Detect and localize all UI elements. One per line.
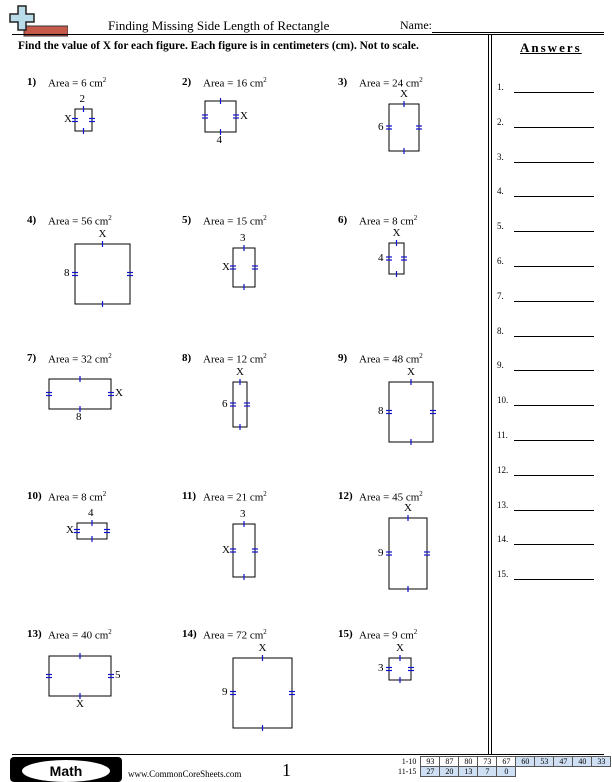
score-cell: 0 bbox=[497, 767, 516, 777]
problem-area: Area = 15 $cm^2$ bbox=[203, 214, 267, 228]
score-cell: 7 bbox=[478, 767, 497, 777]
answer-number: 9. bbox=[497, 360, 504, 371]
math-badge-label: Math bbox=[22, 760, 110, 782]
answer-number: 15. bbox=[497, 569, 509, 580]
side-label-bottom: X bbox=[76, 698, 84, 710]
score-cell: 67 bbox=[497, 757, 516, 767]
answer-number: 12. bbox=[497, 464, 509, 475]
problem-number: 12) bbox=[338, 490, 353, 502]
answer-number: 8. bbox=[497, 325, 504, 336]
score-table bbox=[396, 756, 611, 777]
side-label-top: X bbox=[236, 366, 244, 378]
score-cell: 80 bbox=[459, 757, 478, 767]
problem-area: Area = 12 $cm^2$ bbox=[203, 352, 267, 366]
side-label-top: X bbox=[392, 227, 401, 239]
answer-number: 11. bbox=[497, 430, 508, 440]
answer-line[interactable] bbox=[514, 301, 594, 302]
answer-line[interactable] bbox=[514, 440, 594, 441]
side-label-left: 9 bbox=[222, 686, 228, 698]
instructions: Find the value of X for each figure. Each figure is in centimeters (cm). Not to scale. bbox=[18, 40, 419, 52]
side-label-right: X bbox=[240, 109, 248, 122]
score-cell: 53 bbox=[535, 757, 554, 767]
problem-area: Area = 24 $cm^2$ bbox=[359, 76, 423, 90]
answer-number: 5. bbox=[497, 221, 504, 232]
problem-number: 8) bbox=[182, 352, 192, 364]
score-cell: 13 bbox=[459, 767, 478, 777]
side-label-left: X bbox=[222, 260, 230, 273]
score-cell: 87 bbox=[440, 757, 459, 767]
problem-area: Area = 40 $cm^2$ bbox=[48, 628, 112, 642]
side-label-left: 4 bbox=[378, 251, 384, 264]
footer-divider bbox=[12, 754, 604, 755]
problem-area: Area = 16 $cm^2$ bbox=[203, 76, 267, 90]
answer-number: 10. bbox=[497, 395, 509, 406]
problem-number: 9) bbox=[338, 352, 348, 364]
score-row bbox=[396, 757, 611, 767]
rectangle-figure bbox=[385, 514, 431, 593]
side-label-left: 9 bbox=[378, 546, 384, 559]
problem-number: 10) bbox=[27, 490, 42, 502]
header-divider bbox=[12, 34, 604, 35]
name-field[interactable] bbox=[432, 32, 604, 33]
problem-number: 15) bbox=[338, 628, 353, 640]
answer-line[interactable] bbox=[514, 405, 594, 406]
problem-number: 11) bbox=[182, 490, 197, 502]
side-label-left: X bbox=[222, 543, 230, 556]
side-label-right: X bbox=[115, 387, 123, 399]
answer-line[interactable] bbox=[514, 266, 594, 267]
site-url: www.CommonCoreSheets.com bbox=[128, 769, 242, 779]
rectangle-figure bbox=[71, 240, 134, 308]
answer-line[interactable] bbox=[514, 231, 594, 232]
side-label-top: X bbox=[404, 502, 412, 514]
answer-line[interactable] bbox=[514, 196, 594, 197]
answer-column-divider bbox=[491, 34, 492, 754]
side-label-top: 3 bbox=[240, 508, 246, 520]
answer-number: 14. bbox=[497, 534, 509, 545]
score-cell: 47 bbox=[554, 757, 573, 767]
side-label-top: X bbox=[258, 642, 267, 654]
rectangle-figure bbox=[71, 105, 96, 135]
answer-line[interactable] bbox=[514, 475, 594, 476]
answer-number: 4. bbox=[497, 186, 504, 197]
score-cell: 40 bbox=[573, 757, 592, 767]
worksheet-title: Finding Missing Side Length of Rectangle bbox=[108, 18, 330, 33]
problem-number: 14) bbox=[182, 628, 197, 640]
problem-area: Area = 8 $cm^2$ bbox=[48, 490, 107, 504]
problem-number: 6) bbox=[338, 214, 348, 226]
problem-number: 3) bbox=[338, 76, 348, 88]
answer-line[interactable] bbox=[514, 510, 594, 511]
problem-area: Area = 32 $cm^2$ bbox=[48, 352, 112, 366]
score-cell: 33 bbox=[592, 757, 611, 767]
problem-number: 5) bbox=[182, 214, 192, 226]
problem-area: Area = 72 $cm^2$ bbox=[203, 628, 267, 642]
answer-line[interactable] bbox=[514, 579, 594, 580]
plus-logo-icon bbox=[6, 4, 68, 38]
score-row-label: 11-15 bbox=[398, 767, 417, 776]
side-label-right: 5 bbox=[115, 669, 121, 681]
answer-line[interactable] bbox=[514, 92, 594, 93]
side-label-top: X bbox=[407, 366, 415, 378]
problem-area: Area = 45 $cm^2$ bbox=[359, 490, 423, 504]
answer-line[interactable] bbox=[514, 127, 594, 128]
score-row-label: 1-10 bbox=[401, 757, 417, 766]
side-label-left: 6 bbox=[222, 397, 228, 410]
answer-number: 1. bbox=[497, 82, 504, 92]
answer-line[interactable] bbox=[514, 370, 594, 371]
problem-area: Area = 9 $cm^2$ bbox=[359, 628, 418, 642]
problem-number: 7) bbox=[27, 352, 37, 364]
problem-number: 2) bbox=[182, 76, 192, 88]
rectangle-figure bbox=[45, 652, 115, 700]
side-label-left: 8 bbox=[64, 267, 70, 279]
score-cell: 27 bbox=[421, 767, 440, 777]
rectangle-figure bbox=[201, 97, 240, 136]
side-label-top: 4 bbox=[88, 507, 94, 519]
rectangle-figure bbox=[229, 520, 259, 581]
answer-line[interactable] bbox=[514, 336, 594, 337]
rectangle-figure bbox=[385, 239, 408, 278]
rectangle-figure bbox=[385, 378, 437, 446]
score-cell: 93 bbox=[421, 757, 440, 767]
side-label-top: 2 bbox=[79, 93, 85, 105]
answer-line[interactable] bbox=[514, 162, 594, 163]
answer-column-divider bbox=[488, 34, 489, 754]
score-cell: 73 bbox=[478, 757, 497, 767]
rectangle-figure bbox=[229, 654, 296, 732]
problem-area: Area = 48 $cm^2$ bbox=[359, 352, 423, 366]
answer-number: 7. bbox=[497, 290, 504, 301]
rectangle-figure bbox=[45, 375, 115, 413]
side-label-top: X bbox=[98, 228, 107, 240]
side-label-left: X bbox=[64, 113, 72, 125]
problem-number: 1) bbox=[27, 76, 37, 88]
side-label-left: 3 bbox=[378, 662, 384, 674]
rectangle-figure bbox=[229, 378, 251, 431]
rectangle-figure bbox=[229, 244, 259, 291]
side-label-bottom: 4 bbox=[216, 134, 222, 146]
rectangle-figure bbox=[385, 100, 423, 155]
rectangle-figure bbox=[385, 654, 415, 684]
side-label-left: 8 bbox=[378, 405, 384, 417]
side-label-bottom: 8 bbox=[76, 411, 82, 423]
side-label-top: X bbox=[396, 642, 404, 654]
rectangle-figure bbox=[73, 519, 111, 543]
score-row bbox=[396, 767, 611, 777]
answer-number: 6. bbox=[497, 256, 504, 266]
name-label: Name: bbox=[400, 18, 432, 32]
problem-number: 13) bbox=[27, 628, 42, 640]
problem-number: 4) bbox=[27, 214, 37, 226]
page-number: 1 bbox=[282, 760, 291, 780]
answer-number: 13. bbox=[497, 499, 509, 510]
side-label-top: 3 bbox=[240, 232, 246, 244]
score-cell: 20 bbox=[440, 767, 459, 777]
problem-area: Area = 21 $cm^2$ bbox=[203, 490, 267, 504]
problem-area: Area = 6 $cm^2$ bbox=[48, 76, 107, 90]
problem-area: Area = 56 $cm^2$ bbox=[48, 214, 112, 228]
side-label-top: X bbox=[400, 88, 408, 100]
answer-number: 3. bbox=[497, 151, 504, 162]
score-cell: 60 bbox=[516, 757, 535, 767]
answer-line[interactable] bbox=[514, 544, 594, 545]
answer-number: 2. bbox=[497, 116, 504, 127]
side-label-left: 6 bbox=[378, 120, 384, 133]
problem-area: Area = 8 $cm^2$ bbox=[359, 214, 418, 228]
answers-title: Answers bbox=[520, 40, 582, 55]
side-label-left: X bbox=[66, 524, 74, 536]
